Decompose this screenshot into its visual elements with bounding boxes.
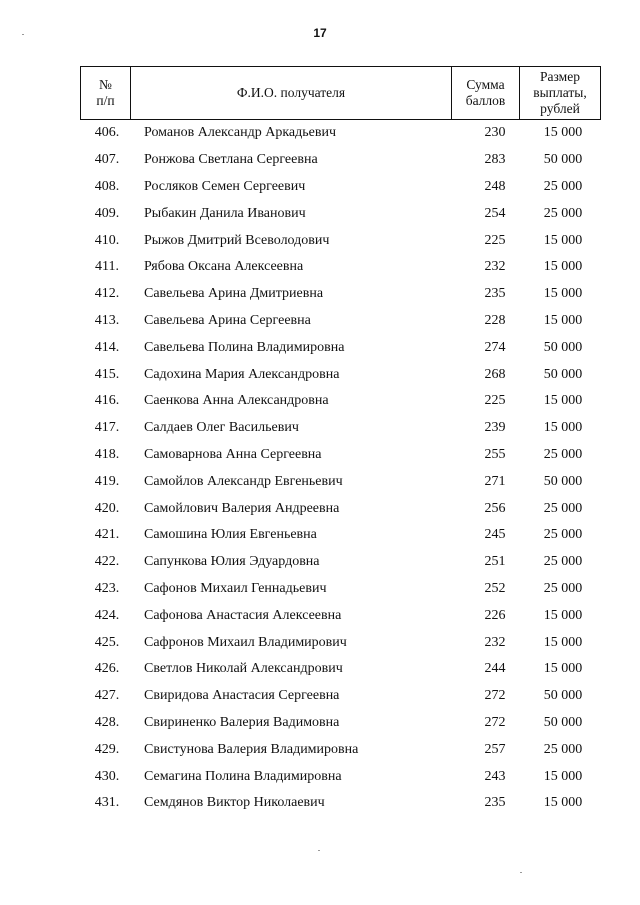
payment-amount: 25 000 (543, 527, 583, 543)
score-sum: 225 (484, 393, 506, 409)
table-row (80, 308, 601, 335)
row-number: 429. (94, 741, 120, 757)
row-number: 409. (94, 205, 120, 221)
score-sum: 230 (484, 125, 506, 141)
recipient-name: Ронжова Светлана Сергеевна (144, 152, 318, 168)
header-cell-payment (520, 67, 600, 119)
payment-amount: 15 000 (543, 312, 583, 328)
payment-amount: 25 000 (543, 554, 583, 570)
recipient-name: Савельева Полина Владимировна (144, 339, 345, 355)
table-row (80, 602, 601, 629)
row-number: 410. (94, 232, 120, 248)
score-sum: 274 (484, 339, 506, 355)
recipient-name: Свириненко Валерия Вадимовна (144, 714, 340, 730)
row-number: 414. (94, 339, 120, 355)
table-row (80, 174, 601, 201)
page-number: 17 (313, 26, 327, 40)
table-row (80, 120, 601, 147)
scan-speck (520, 872, 522, 873)
table-row (80, 790, 601, 817)
scan-speck (318, 850, 320, 851)
row-number: 425. (94, 634, 120, 650)
header-score-line1: Сумма (466, 77, 505, 92)
row-number: 426. (94, 661, 120, 677)
payment-amount: 50 000 (543, 473, 583, 489)
row-number: 411. (95, 259, 119, 275)
payment-amount: 15 000 (543, 286, 583, 302)
payment-amount: 25 000 (543, 178, 583, 194)
recipient-name: Савельева Арина Дмитриевна (144, 286, 324, 302)
table-header (80, 66, 601, 120)
payment-amount: 15 000 (543, 232, 583, 248)
row-number: 417. (94, 420, 120, 436)
recipient-name: Семдянов Виктор Николаевич (144, 795, 325, 811)
recipient-name: Самошина Юлия Евгеньевна (144, 527, 317, 543)
table-row (80, 281, 601, 308)
table-body (80, 120, 601, 817)
recipient-name: Светлов Николай Александрович (144, 661, 343, 677)
recipient-name: Саенкова Анна Александровна (144, 393, 329, 409)
table-row (80, 147, 601, 174)
payment-amount: 25 000 (543, 741, 583, 757)
row-number: 407. (94, 152, 120, 168)
payment-amount: 15 000 (543, 661, 583, 677)
score-sum: 248 (484, 178, 506, 194)
score-sum: 235 (484, 795, 506, 811)
table-row (80, 576, 601, 603)
scan-speck (22, 34, 24, 35)
recipient-name: Свиридова Анастасия Сергеевна (144, 688, 340, 704)
score-sum: 272 (484, 688, 506, 704)
score-sum: 251 (484, 554, 506, 570)
recipient-name: Савельева Арина Сергеевна (144, 312, 311, 328)
payment-amount: 25 000 (543, 205, 583, 221)
payment-amount: 25 000 (543, 500, 583, 516)
row-number: 413. (94, 312, 120, 328)
payment-amount: 15 000 (543, 393, 583, 409)
payment-amount: 15 000 (543, 634, 583, 650)
row-number: 408. (94, 178, 120, 194)
payment-amount: 15 000 (543, 125, 583, 141)
score-sum: 232 (484, 634, 506, 650)
score-sum: 271 (484, 473, 506, 489)
recipient-name: Рыжов Дмитрий Всеволодович (144, 232, 330, 248)
row-number: 416. (94, 393, 120, 409)
row-number: 427. (94, 688, 120, 704)
recipient-name: Романов Александр Аркадьевич (144, 125, 337, 141)
recipient-name: Самойлович Валерия Андреевна (144, 500, 340, 516)
score-sum: 226 (484, 607, 506, 623)
payment-amount: 50 000 (543, 339, 583, 355)
payment-amount: 50 000 (543, 152, 583, 168)
score-sum: 244 (484, 661, 506, 677)
row-number: 423. (94, 580, 120, 596)
payment-amount: 50 000 (543, 688, 583, 704)
payment-amount: 15 000 (543, 795, 583, 811)
header-cell-score (452, 67, 520, 119)
header-name-line1: Ф.И.О. получателя (236, 85, 346, 100)
row-number: 430. (94, 768, 120, 784)
payment-amount: 15 000 (543, 420, 583, 436)
payment-amount: 15 000 (543, 259, 583, 275)
score-sum: 243 (484, 768, 506, 784)
recipient-name: Самоварнова Анна Сергеевна (144, 446, 322, 462)
row-number: 406. (94, 125, 120, 141)
recipient-name: Сафонова Анастасия Алексеевна (144, 607, 342, 623)
table-row (80, 495, 601, 522)
table-row (80, 549, 601, 576)
score-sum: 272 (484, 714, 506, 730)
table-row (80, 683, 601, 710)
table-row (80, 200, 601, 227)
table-row (80, 522, 601, 549)
score-sum: 245 (484, 527, 506, 543)
score-sum: 225 (484, 232, 506, 248)
payment-amount: 50 000 (543, 714, 583, 730)
header-payment-line2: выплаты, (533, 85, 587, 100)
header-cell-name (131, 67, 452, 119)
table-row (80, 656, 601, 683)
payment-amount: 15 000 (543, 607, 583, 623)
recipient-name: Самойлов Александр Евгеньевич (144, 473, 343, 489)
row-number: 419. (94, 473, 120, 489)
score-sum: 283 (484, 152, 506, 168)
row-number: 420. (94, 500, 120, 516)
row-number: 421. (94, 527, 120, 543)
recipient-name: Сафонов Михаил Геннадьевич (144, 580, 327, 596)
row-number: 415. (94, 366, 120, 382)
table-row (80, 334, 601, 361)
header-number-line1: № (99, 77, 112, 92)
recipient-name: Садохина Мария Александровна (144, 366, 340, 382)
row-number: 418. (94, 446, 120, 462)
recipient-name: Рыбакин Данила Иванович (144, 205, 306, 221)
score-sum: 268 (484, 366, 506, 382)
score-sum: 232 (484, 259, 506, 275)
payment-amount: 15 000 (543, 768, 583, 784)
recipient-name: Рябова Оксана Алексеевна (144, 259, 304, 275)
table-row (80, 254, 601, 281)
recipient-name: Сапункова Юлия Эдуардовна (144, 554, 320, 570)
recipient-name: Семагина Полина Владимировна (144, 768, 342, 784)
score-sum: 235 (484, 286, 506, 302)
row-number: 422. (94, 554, 120, 570)
table-row (80, 442, 601, 469)
row-number: 428. (94, 714, 120, 730)
header-payment-line1: Размер (540, 69, 580, 84)
row-number: 424. (94, 607, 120, 623)
recipient-name: Росляков Семен Сергеевич (144, 178, 306, 194)
header-number-line2: п/п (96, 93, 115, 108)
score-sum: 252 (484, 580, 506, 596)
score-sum: 255 (484, 446, 506, 462)
header-score-line2: баллов (465, 93, 506, 108)
recipient-name: Свистунова Валерия Владимировна (144, 741, 359, 757)
table-row (80, 629, 601, 656)
header-payment-line3: рублей (540, 101, 580, 116)
recipient-name: Салдаев Олег Васильевич (144, 420, 299, 436)
table-row (80, 415, 601, 442)
score-sum: 254 (484, 205, 506, 221)
score-sum: 256 (484, 500, 506, 516)
header-cell-number (81, 67, 131, 119)
table-row (80, 227, 601, 254)
score-sum: 239 (484, 420, 506, 436)
recipient-name: Сафронов Михаил Владимирович (144, 634, 347, 650)
payment-amount: 25 000 (543, 446, 583, 462)
row-number: 431. (94, 795, 120, 811)
row-number: 412. (94, 286, 120, 302)
score-sum: 228 (484, 312, 506, 328)
table-row (80, 388, 601, 415)
table-row (80, 361, 601, 388)
payment-amount: 50 000 (543, 366, 583, 382)
table-row (80, 468, 601, 495)
table-row (80, 736, 601, 763)
table-row (80, 763, 601, 790)
table-row (80, 710, 601, 737)
score-sum: 257 (484, 741, 506, 757)
payment-amount: 25 000 (543, 580, 583, 596)
